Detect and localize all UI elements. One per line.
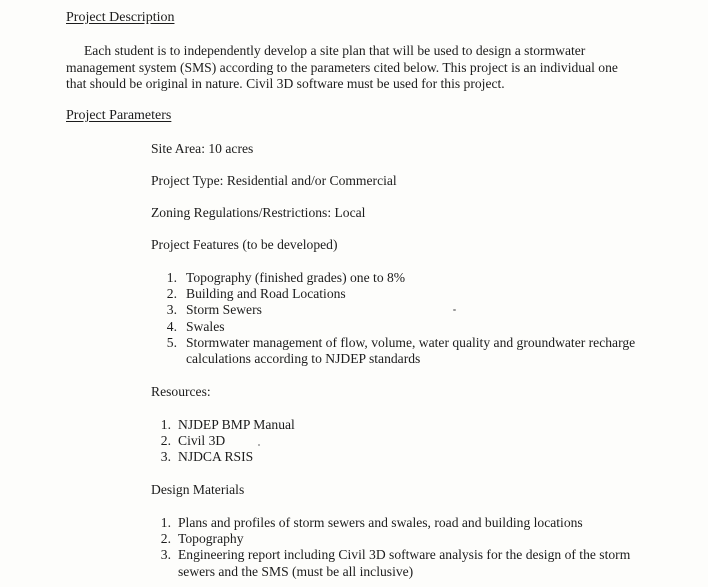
list-item (157, 270, 635, 286)
scan-speck (258, 444, 260, 446)
site-area-text: Site Area: 10 acres (151, 141, 254, 156)
list-item (151, 433, 295, 449)
list-item-number: 1. (160, 417, 171, 432)
list-item-text: NJDCA RSIS (178, 449, 254, 465)
list-item (157, 286, 635, 302)
list-item (151, 515, 630, 531)
list-item-text: NJDEP BMP Manual (178, 417, 295, 432)
list-item-text: Stormwater management of flow, volume, water quality and groundwater recharge (186, 334, 636, 350)
list-item (151, 449, 295, 465)
resources-list (151, 417, 295, 466)
design-materials-list (151, 515, 630, 580)
design-materials-label: Design Materials (151, 482, 245, 497)
list-item-text-continued: sewers and the SMS (must be all inclusive) (178, 563, 414, 579)
list-item-number: 2. (160, 433, 171, 449)
list-item (157, 302, 635, 318)
project-description-heading: Project Description (66, 10, 175, 25)
list-item-text: Civil 3D (178, 433, 226, 449)
list-item (157, 319, 635, 335)
project-description-paragraph (66, 43, 676, 93)
resources-label: Resources: (151, 384, 211, 399)
project-type-text: Project Type: Residential and/or Commercial (151, 173, 397, 188)
list-item-number: 2. (166, 286, 177, 302)
list-item-number: 3. (160, 449, 171, 465)
list-item-text: Swales (186, 318, 225, 334)
list-item (151, 531, 630, 547)
list-item-number: 5. (166, 334, 177, 350)
list-item-number: 3. (160, 547, 171, 563)
list-item (151, 417, 295, 433)
list-item-text-continued: calculations according to NJDEP standards (186, 351, 421, 367)
list-item-number: 4. (166, 318, 177, 334)
list-item-text: Engineering report including Civil 3D software analysis for the design of the storm (178, 547, 631, 563)
project-parameters-heading: Project Parameters (66, 108, 172, 123)
list-item-text: Storm Sewers (186, 302, 262, 318)
list-item (151, 547, 630, 579)
list-item-text: Topography (178, 531, 244, 547)
list-item-number: 2. (160, 531, 171, 547)
list-item (157, 335, 635, 367)
project-features-label: Project Features (to be developed) (151, 237, 338, 252)
list-item-text: Building and Road Locations (186, 286, 346, 302)
paragraph-line: management system (SMS) according to the parameters cited below. This project is an individual one (66, 59, 618, 75)
list-item-number: 1. (160, 515, 171, 530)
list-item-text: Plans and profiles of storm sewers and swales, road and building locations (178, 515, 583, 530)
list-item-number: 3. (166, 302, 177, 318)
list-item-number: 1. (166, 270, 177, 285)
zoning-text: Zoning Regulations/Restrictions: Local (151, 205, 366, 220)
paragraph-line: that should be original in nature. Civil 3D software must be used for this project. (66, 76, 505, 91)
paragraph-line: Each student is to independently develop a site plan that will be used to design a stormwater (84, 43, 586, 58)
project-features-list (157, 270, 635, 367)
scan-speck (453, 309, 456, 311)
list-item-text: Topography (finished grades) one to 8% (186, 270, 406, 285)
